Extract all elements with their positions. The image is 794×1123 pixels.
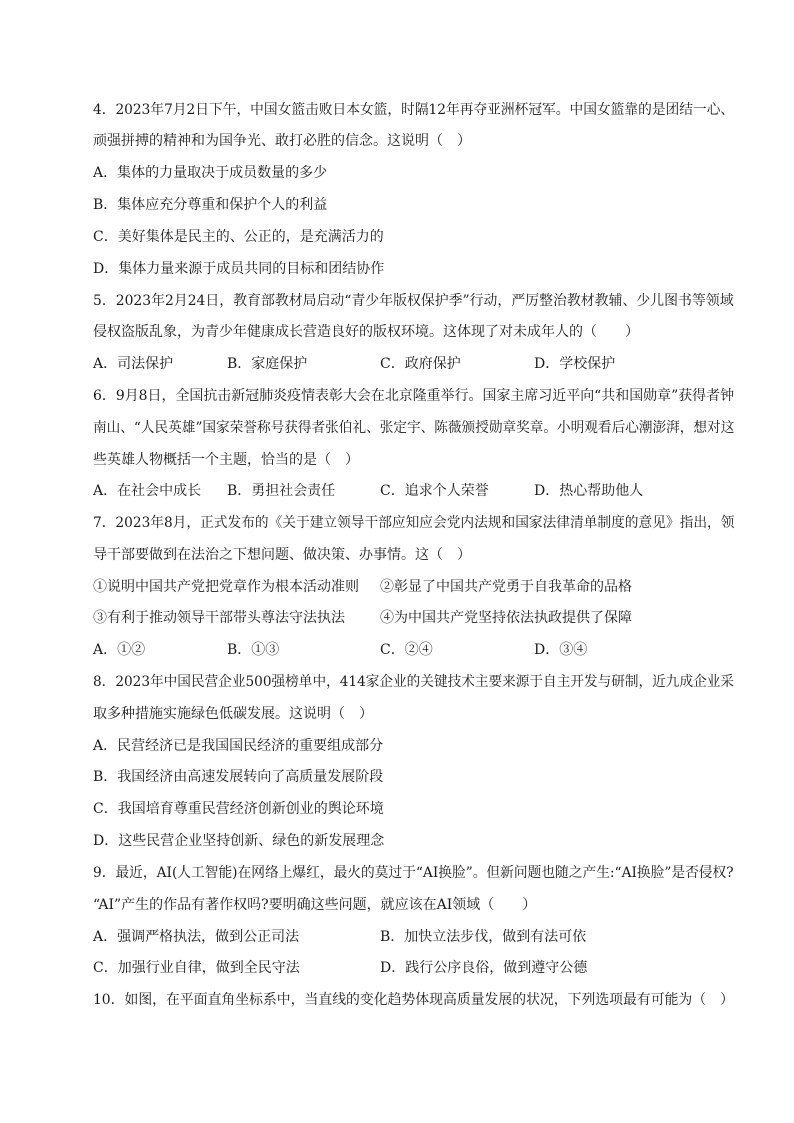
q6-option-d: D．热心帮助他人 <box>534 483 644 499</box>
q9-stem-line-2: “AI”产生的作品有著作权吗?要明确这些问题，就应该在AI领域（ ） <box>93 897 537 913</box>
q6-stem-line-3: 些英雄人物概括一个主题，恰当的是（ ） <box>93 452 359 468</box>
q9-option-a: A．强调严格执法，做到公正司法 <box>93 929 300 945</box>
q6-option-c: C．追求个人荣誉 <box>380 483 489 499</box>
q4-stem-line-1: 4．2023年7月2日下午，中国女篮击败日本女篮，时隔12年再夺亚洲杯冠军。中国女篮靠的是团结一心、 <box>93 102 735 118</box>
q6-stem-line-2: 南山、“人民英雄”国家荣誉称号获得者张伯礼、张定宇、陈薇颁授勋章奖章。小明观看后心潮澎湃，想对这 <box>93 420 735 436</box>
q7-statement-4: ④为中国共产党坚持依法执政提供了保障 <box>380 610 632 626</box>
q6-option-a: A．在社会中成长 <box>93 483 202 499</box>
q8-stem-line-1: 8．2023年中国民营企业500强榜单中，414家企业的关键技术主要来源于自主开发与研制，近九成企业采 <box>93 674 735 690</box>
q9-stem-line-1: 9．最近，AI(人工智能)在网络上爆红，最火的莫过于“AI换脸”。但新问题也随之产生:“AI换脸”是否侵权? <box>93 865 734 881</box>
q7-statement-3: ③有利于推动领导干部带头尊法守法执法 <box>93 610 345 626</box>
q8-option-d: D．这些民营企业坚持创新、绿色的新发展理念 <box>93 833 385 849</box>
q8-option-a: A．民营经济已是我国国民经济的重要组成部分 <box>93 738 384 754</box>
q4-option-d: D．集体力量来源于成员共同的目标和团结协作 <box>93 261 385 277</box>
q5-option-c: C．政府保护 <box>380 356 461 372</box>
q4-option-c: C．美好集体是民主的、公正的，是充满活力的 <box>93 229 384 245</box>
q6-option-b: B．勇担社会责任 <box>227 483 336 499</box>
q8-stem-line-2: 取多种措施实施绿色低碳发展。这说明（ ） <box>93 706 373 722</box>
q4-stem-line-2: 顽强拼搏的精神和为国争光、敢打必胜的信念。这说明（ ） <box>93 133 471 149</box>
q8-option-c: C．我国培育尊重民营经济创新创业的舆论环境 <box>93 801 384 817</box>
q5-stem-line-1: 5．2023年2月24日，教育部教材局启动“青少年版权保护季”行动，严厉整治教材教辅、少儿图书等领域 <box>93 293 734 309</box>
q9-option-b: B．加快立法步伐，做到有法可依 <box>380 929 587 945</box>
q10-stem-line-1: 10．如图，在平面直角坐标系中，当直线的变化趋势体现高质量发展的状况，下列选项最有可能为（ ） <box>93 992 734 1008</box>
q9-option-d: D．践行公序良俗，做到遵守公德 <box>380 960 588 976</box>
q7-stem-line-1: 7．2023年8月，正式发布的《关于建立领导干部应知应会党内法规和国家法律清单制度的意见》指出，领 <box>93 515 735 531</box>
q9-option-c: C．加强行业自律，做到全民守法 <box>93 960 300 976</box>
q7-option-a: A．①② <box>93 642 146 658</box>
q4-option-b: B．集体应充分尊重和保护个人的利益 <box>93 197 328 213</box>
q7-stem-line-2: 导干部要做到在法治之下想问题、做决策、办事情。这（ ） <box>93 547 471 563</box>
q5-stem-line-2: 侵权盗版乱象，为青少年健康成长营造良好的版权环境。这体现了对未成年人的（ ） <box>93 324 639 340</box>
q7-statement-1: ①说明中国共产党把党章作为根本活动准则 <box>93 579 359 595</box>
q6-stem-line-1: 6．9月8日，全国抗击新冠肺炎疫情表彰大会在北京隆重举行。国家主席习近平向“共和国勋章”获得者钟 <box>93 388 735 404</box>
q7-statement-2: ②彰显了中国共产党勇于自我革命的品格 <box>380 579 632 595</box>
q5-option-a: A．司法保护 <box>93 356 174 372</box>
q7-option-c: C．②④ <box>380 642 433 658</box>
q5-option-d: D．学校保护 <box>534 356 616 372</box>
q7-option-d: D．③④ <box>534 642 588 658</box>
q8-option-b: B．我国经济由高速发展转向了高质量发展阶段 <box>93 769 384 785</box>
q4-option-a: A．集体的力量取决于成员数量的多少 <box>93 165 328 181</box>
q5-option-b: B．家庭保护 <box>227 356 308 372</box>
q7-option-b: B．①③ <box>227 642 280 658</box>
